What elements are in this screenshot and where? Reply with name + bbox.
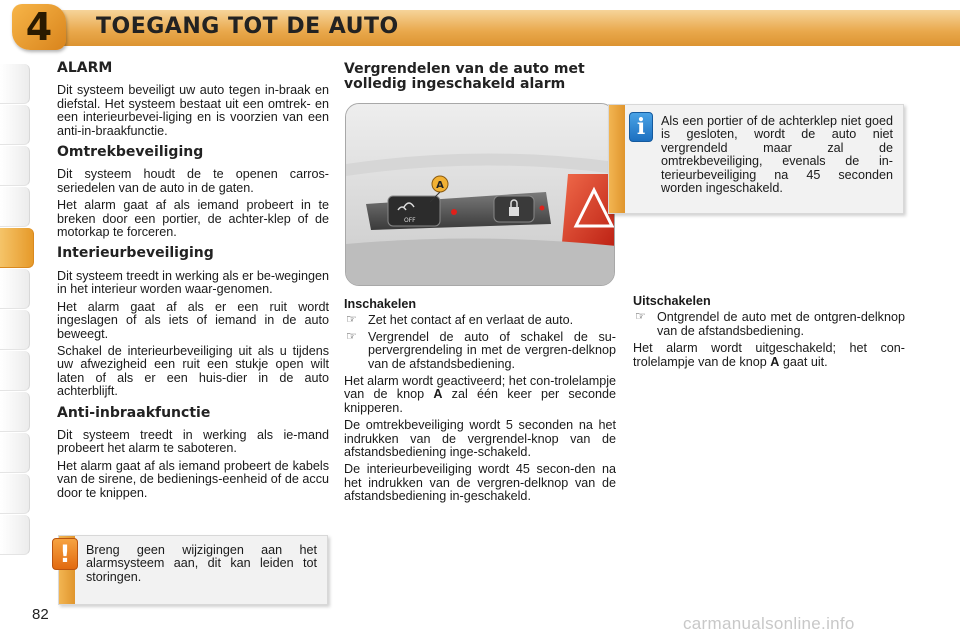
warning-note: [58, 535, 328, 605]
interior-section: [57, 247, 329, 398]
button-caption: OFF: [404, 217, 416, 224]
activate-section: [344, 298, 616, 508]
chapter-number: 4: [25, 5, 53, 49]
alarm-section: [57, 62, 329, 138]
warning-note-text: Breng geen wijzigingen aan het alarmsysteem aan, dit kan leiden tot storingen.: [86, 543, 317, 584]
chapter-tab[interactable]: [0, 64, 30, 104]
activate-text-1-a: Het alarm wordt geactiveerd; het con-trolelampje van de knop: [344, 374, 616, 402]
activate-text-3: De interieurbeveiliging wordt 45 secon-den na het indrukken van de vergren-delknop van de afstandsbediening in-geschakeld.: [344, 462, 616, 504]
antitheft-text-2: Het alarm gaat af als iemand probeert de kabels van de sirene, de bedienings-eenheid of de accu door te knippen.: [57, 458, 329, 500]
info-icon: i: [629, 112, 653, 142]
button-label-a: A: [436, 180, 444, 191]
activate-text-1: [344, 375, 616, 415]
button-a-ref: A: [770, 354, 780, 369]
list-item: ☞ Ontgrendel de auto met de ontgren-delknop van de afstandsbediening.: [633, 311, 905, 338]
interior-heading: Interieurbeveiliging: [57, 245, 214, 262]
deactivate-heading: Uitschakelen: [633, 294, 711, 308]
activate-heading: Inschakelen: [344, 297, 417, 311]
deactivate-text-1-b: gaat uit.: [779, 354, 828, 369]
note-accent-bar: [609, 105, 625, 213]
list-item: ☞ Vergrendel de auto of schakel de su-pervergrendeling in met de vergren-delknop van de afstandsbediening.: [344, 331, 616, 371]
chapter-tab-active[interactable]: [0, 228, 34, 268]
page-header: [0, 0, 960, 52]
info-note-text: Als een portier of de achterklep niet goed is gesloten, wordt de auto niet vergrendeld maar zal de omtrekbeveiliging, evenals de in-terieurbeveiliging na 45 seconden worden ingeschakeld.: [661, 114, 893, 196]
alarm-button-illustration: [346, 104, 615, 286]
chapter-tab[interactable]: [0, 146, 30, 186]
chapter-tab[interactable]: [0, 515, 30, 555]
antitheft-section: [57, 404, 329, 500]
deactivate-text-1-a: Het alarm wordt uitgeschakeld; het con-trolelampje van de knop: [633, 341, 905, 369]
page-number: 82: [32, 606, 49, 623]
perimeter-text-1: Dit systeem houdt de te openen carros-seriedelen van de auto in de gaten.: [57, 167, 329, 195]
deactivate-section: [633, 295, 905, 373]
perimeter-section: [57, 146, 329, 239]
middle-column: [344, 62, 616, 92]
chapter-badge: [12, 4, 66, 50]
page-title: TOEGANG TOT DE AUTO: [96, 14, 399, 39]
activate-text-2: De omtrekbeveiliging wordt 5 seconden na het indrukken van de vergrendel-knop van de afstandsbediening inge-schakeld.: [344, 418, 616, 460]
alarm-text: Dit systeem beveiligt uw auto tegen in-braak en diefstal. Het systeem bestaat uit een omtrek- en een interieurbevei-liging en is voorzien van een anti-in-braakfunctie.: [57, 83, 329, 138]
deactivate-steps: [633, 311, 905, 338]
chapter-tabs: [0, 64, 34, 556]
alarm-heading: ALARM: [57, 60, 113, 76]
activate-text-1-b: zal één keer per seconde knipperen.: [344, 387, 616, 415]
watermark: carmanualsonline.info: [683, 614, 855, 633]
chapter-tab[interactable]: [0, 105, 30, 145]
locking-heading: Vergrendelen van de auto met volledig ingeschakeld alarm: [344, 61, 585, 92]
antitheft-heading: Anti-inbraakfunctie: [57, 404, 211, 421]
deactivate-text-1: [633, 342, 905, 369]
chapter-tab[interactable]: [0, 351, 30, 391]
interior-text-3: Schakel de interieurbeveiliging uit als u tijdens uw afwezigheid een ruit een stukje open wilt laten of als er een huis-dier in de auto achterblijft.: [57, 343, 329, 399]
exclamation-icon: !: [52, 538, 78, 570]
interior-text-1: Dit systeem treedt in werking als er be-wegingen in het interieur worden waar-genomen.: [57, 268, 329, 297]
list-item: ☞ Zet het contact af en verlaat de auto.: [344, 314, 616, 327]
alarm-button-photo: [345, 103, 615, 286]
chapter-tab[interactable]: [0, 474, 30, 514]
button-a-ref: A: [433, 387, 443, 402]
chapter-tab[interactable]: [0, 392, 30, 432]
chapter-tab[interactable]: [0, 269, 30, 309]
left-column: [57, 62, 329, 508]
chapter-tab[interactable]: [0, 310, 30, 350]
antitheft-text-1: Dit systeem treedt in werking als ie-mand probeert het alarm te saboteren.: [57, 427, 329, 456]
activate-steps: [344, 314, 616, 371]
perimeter-heading: Omtrekbeveiliging: [57, 144, 204, 161]
chapter-tab[interactable]: [0, 433, 30, 473]
perimeter-text-2: Het alarm gaat af als iemand probeert in te breken door een portier, de achter-klep of de motorkap te forceren.: [57, 198, 329, 240]
chapter-tab[interactable]: [0, 187, 30, 227]
interior-text-2: Het alarm gaat af als er een ruit wordt ingeslagen of als iets of iemand in de auto beweegt.: [57, 299, 329, 341]
